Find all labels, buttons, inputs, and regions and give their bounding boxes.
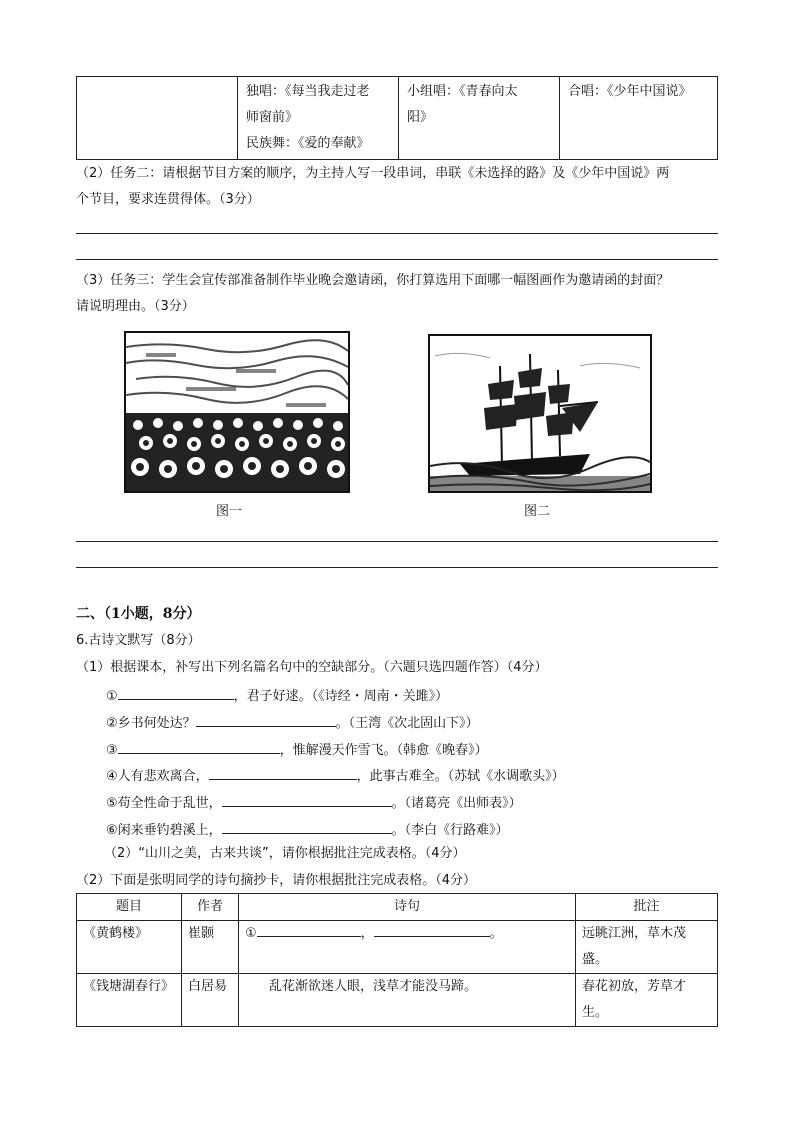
poem-author: 崔颢: [182, 921, 239, 974]
header-note: 批注: [576, 894, 718, 921]
blank-input[interactable]: [257, 923, 361, 937]
answer-line[interactable]: [76, 567, 718, 568]
poem-table-header: [77, 894, 718, 921]
figure2-ship-image: [428, 334, 652, 493]
blank-input[interactable]: [118, 740, 280, 754]
table-row: [77, 974, 718, 1027]
poem-author: 白居易: [182, 974, 239, 1027]
figure1-sunflower-image: [124, 331, 350, 493]
poem-verse: ① ， 。: [239, 921, 576, 974]
program-table: [76, 76, 718, 160]
figure2-caption: 图二: [524, 504, 551, 519]
poem-note: 远眺江洲，草木茂盛。: [576, 921, 718, 974]
question6-1-instruction: （1）根据课本，补写出下列名篇名句中的空缺部分。（六题只选四题作答）（4分）: [76, 660, 548, 675]
fill-item-2: ②乡书何处达？ 。（王湾《次北固山下》）: [106, 713, 479, 732]
blank-input[interactable]: [118, 686, 234, 700]
program-cell-empty: [77, 77, 238, 160]
task2-line1: （2）任务二：请根据节目方案的顺序，为主持人写一段串词，串联《未选择的路》及《少年中国说》两: [76, 166, 670, 181]
header-author: 作者: [182, 894, 239, 921]
header-verse: 诗句: [239, 894, 576, 921]
blank-input[interactable]: [222, 793, 392, 807]
poem-verse: 乱花渐欲迷人眼，浅草才能没马蹄。: [239, 974, 576, 1027]
poem-note: 春花初放，芳草才生。: [576, 974, 718, 1027]
fill-item-5: ⑤苟全性命于乱世， 。（诸葛亮《出师表》）: [106, 793, 522, 812]
poem-title: 《钱塘湖春行》: [77, 974, 182, 1027]
answer-line[interactable]: [76, 259, 718, 260]
blank-input[interactable]: [374, 923, 490, 937]
answer-line[interactable]: [76, 233, 718, 234]
poem-card-table: [76, 893, 718, 1027]
poem-title: 《黄鹤楼》: [77, 921, 182, 974]
program-cell-chorus: 合唱：《少年中国说》: [560, 77, 718, 160]
question6-title: 6.古诗文默写（8分）: [76, 633, 201, 648]
fill-item-1: ① ，君子好逑。（《诗经・周南・关雎》）: [106, 686, 448, 705]
header-title: 题目: [77, 894, 182, 921]
fill-item-3: ③ ，惟解漫天作雪飞。（韩愈《晚春》）: [106, 740, 488, 759]
blank-input[interactable]: [222, 820, 392, 834]
task3-line2: 请说明理由。（3分）: [76, 299, 195, 314]
program-cell-solo: 独唱：《每当我走过老 师窗前》 民族舞：《爱的奉献》: [238, 77, 399, 160]
question6-2-a: （2）“山川之美，古来共谈”，请你根据批注完成表格。（4分）: [104, 846, 466, 861]
blank-input[interactable]: [196, 713, 336, 727]
blank-input[interactable]: [209, 766, 357, 780]
question6-2-b: （2）下面是张明同学的诗句摘抄卡，请你根据批注完成表格。（4分）: [76, 873, 477, 888]
task2-line2: 个节目，要求连贯得体。（3分）: [76, 192, 260, 207]
task3-line1: （3）任务三：学生会宣传部准备制作毕业晚会邀请函，你打算选用下面哪一幅图画作为邀请函的封面？: [76, 273, 670, 288]
section-heading: 二、（1小题，8分）: [76, 606, 201, 622]
program-cell-group: 小组唱：《青春向太 阳》: [399, 77, 560, 160]
table-row: [77, 921, 718, 974]
figure1-caption: 图一: [216, 504, 243, 519]
fill-item-4: ④人有悲欢离合， ，此事古难全。（苏轼《水调歌头》）: [106, 766, 565, 785]
answer-line[interactable]: [76, 541, 718, 542]
fill-item-6: ⑥闲来垂钓碧溪上， 。（李白《行路难》）: [106, 820, 509, 839]
